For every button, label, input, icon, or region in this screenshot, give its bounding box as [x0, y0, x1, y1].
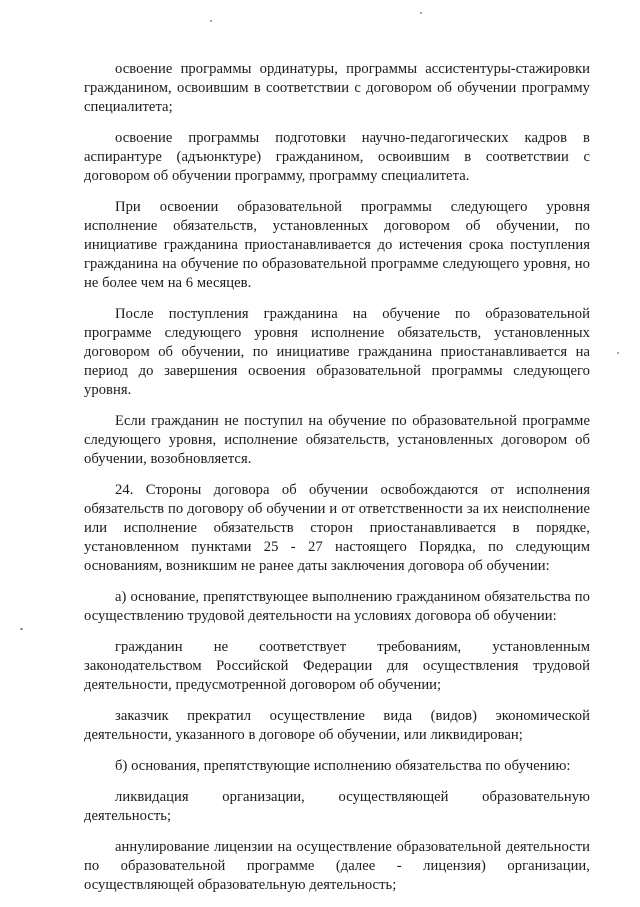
scan-speck — [420, 12, 422, 14]
scan-speck — [210, 20, 212, 22]
paragraph-customer-ceased: заказчик прекратил осуществление вида (видов) экономической деятельности, указанного в договоре об обучении, или ликвидирован; — [84, 708, 590, 743]
paragraph-after-admission: После поступления гражданина на обучение по образовательной программе следующего уровня исполнение обязательств, установленных договором об обучении, по инициативе гражданина приостанавливается на период до завершения освоения образовательной программы следующего уровня. — [84, 306, 590, 398]
paragraph-item-24: 24. Стороны договора об обучении освобождаются от исполнения обязательств по договору об обучении и от ответственности за их неисполнение или исполнение обязательств сторон приостанавливается в порядке, установленном пунктами 25 - 27 настоящего Порядка, по следующим основаниям, возникшим не ранее даты заключения договора об обучении: — [84, 482, 590, 574]
paragraph-resumption: Если гражданин не поступил на обучение по образовательной программе следующего уровня, исполнение обязательств, установленных договором об обучении, возобновляется. — [84, 413, 590, 467]
paragraph-postgraduate: освоение программы подготовки научно-педагогических кадров в аспирантуре (адъюнктуре) гражданином, освоившим в соответствии с договором об обучении программу, программу специалитета. — [84, 130, 590, 184]
paragraph-license-revocation: аннулирование лицензии на осуществление образовательной деятельности по образовательной программе (далее - лицензия) организации, осуществляющей образовательную деятельность; — [84, 839, 590, 893]
paragraph-subitem-b: б) основания, препятствующие исполнению обязательства по обучению: — [115, 758, 571, 774]
paragraph-subitem-a: а) основание, препятствующее выполнению гражданином обязательства по осуществлению трудовой деятельности на условиях договора об обучении: — [84, 589, 590, 624]
scan-speck — [617, 352, 619, 354]
paragraph-residency: освоение программы ординатуры, программы ассистентуры-стажировки гражданином, освоившим в соответствии с договором об обучении программу специалитета; — [84, 61, 590, 115]
document-page — [84, 60, 590, 907]
paragraph-citizen-requirements: гражданин не соответствует требованиям, установленным законодательством Российской Федерации для осуществления трудовой деятельности, предусмотренной договором об обучении; — [84, 639, 590, 693]
scan-speck — [20, 628, 23, 630]
paragraph-liquidation: ликвидация организации, осуществляющей образовательную деятельность; — [84, 789, 590, 824]
paragraph-next-level-suspension: При освоении образовательной программы следующего уровня исполнение обязательств, установленных договором об обучении, по инициативе гражданина приостанавливается до истечения срока поступления гражданина на обучение по образовательной программе следующего уровня, но не более чем на 6 месяцев. — [84, 199, 590, 291]
